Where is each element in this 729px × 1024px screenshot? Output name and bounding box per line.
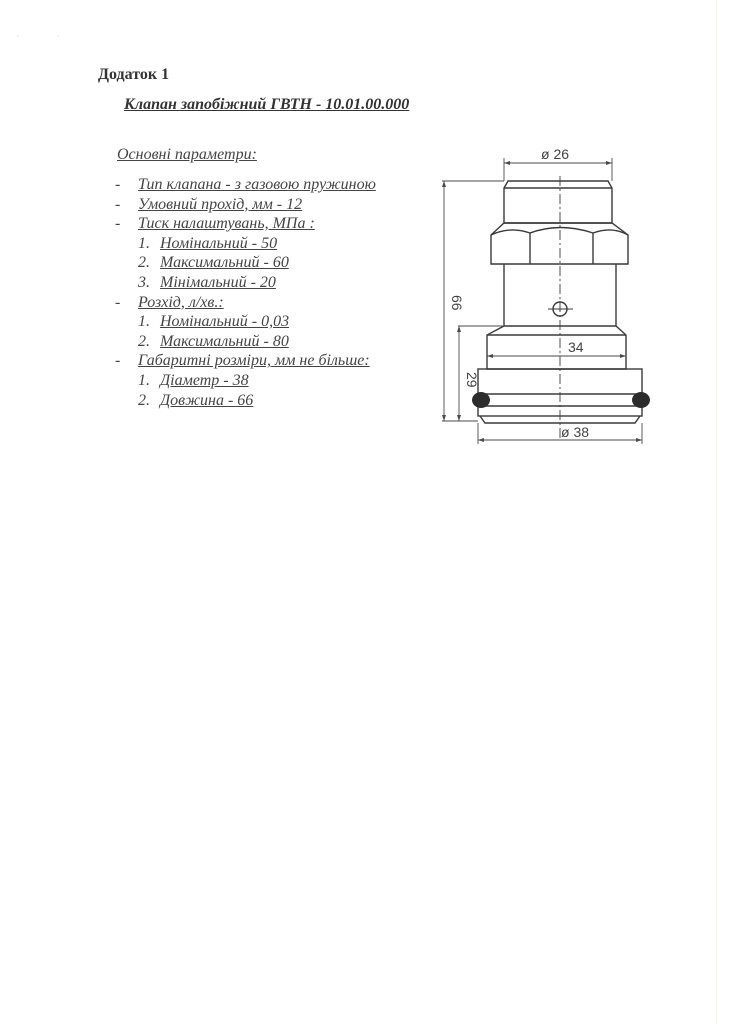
param-subitem-pressure-max: 2. Максимальний - 60 bbox=[138, 254, 289, 272]
dim-base-height: 29 bbox=[464, 372, 480, 388]
dim-base-diameter: ø 38 bbox=[561, 424, 590, 440]
param-item-set-pressure: - Тиск налаштувань, МПа : bbox=[115, 215, 315, 233]
param-item-dimensions: - Габаритні розміри, мм не більше: bbox=[115, 352, 370, 370]
param-subitem-pressure-min: 3. Мінімальний - 20 bbox=[138, 273, 276, 291]
shoulder-outline bbox=[487, 326, 626, 369]
document-title: Клапан запобіжний ГВТН - 10.01.00.000 bbox=[124, 96, 410, 113]
parameters-heading: Основні параметри: bbox=[117, 146, 257, 163]
param-item-flow: - Розхід, л/хв.: bbox=[115, 293, 224, 311]
param-subitem-flow-max: 2. Максимальний - 80 bbox=[138, 332, 289, 350]
param-subitem-diameter: 1. Діаметр - 38 bbox=[138, 371, 249, 389]
dim-mid-width: 34 bbox=[568, 339, 584, 355]
hex-nut-outline bbox=[491, 223, 628, 264]
o-ring-left bbox=[472, 392, 490, 408]
dim-total-length: 66 bbox=[449, 295, 465, 311]
param-subitem-flow-nominal: 1. Номінальний - 0,03 bbox=[138, 313, 290, 331]
param-subitem-pressure-nominal: 1. Номінальний - 50 bbox=[138, 234, 278, 252]
param-item-valve-type: - Тип клапана - з газовою пружиною bbox=[115, 176, 376, 193]
appendix-label: Додаток 1 bbox=[98, 66, 170, 83]
dim-top-diameter: ø 26 bbox=[541, 146, 570, 162]
scan-artifacts: · · bbox=[16, 32, 78, 41]
param-item-nominal-bore: - Умовний прохід, мм - 12 bbox=[115, 195, 303, 213]
param-subitem-length: 2. Довжина - 66 bbox=[138, 391, 254, 409]
o-ring-right bbox=[632, 392, 650, 408]
